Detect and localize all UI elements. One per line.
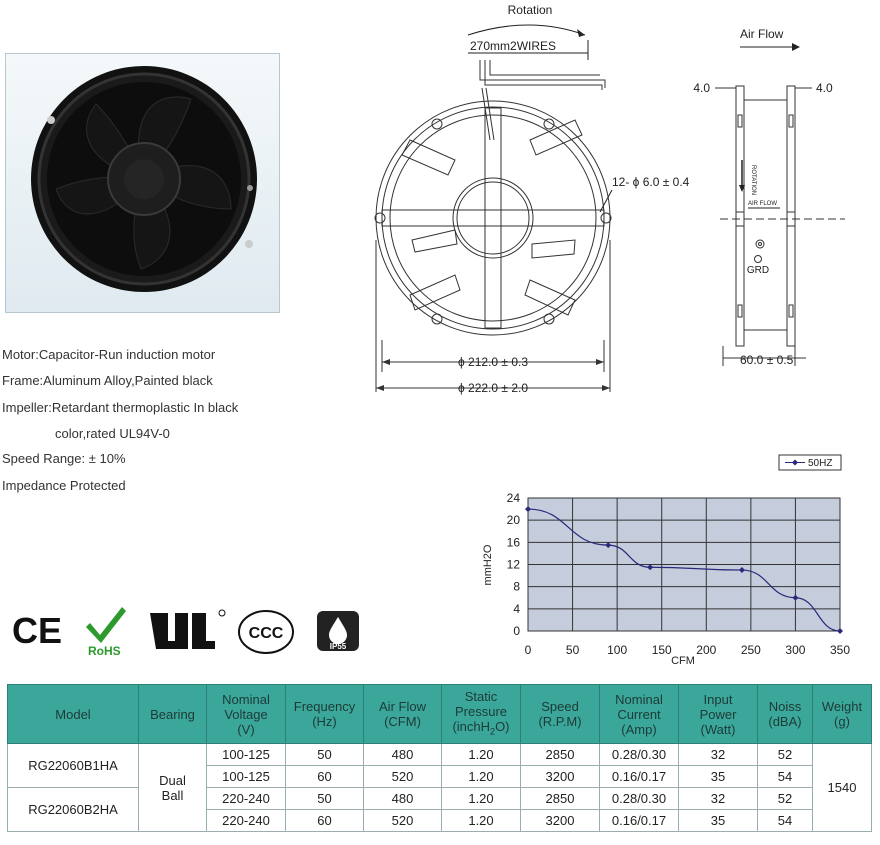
airflow-label: Air Flow [740,27,784,41]
power-cell: 32 [679,788,758,810]
spec-impeller: Impeller:Retardant thermoplastic In black [2,400,239,415]
svg-text:CCC: CCC [248,625,284,642]
current-cell: 0.28/0.30 [600,744,679,766]
frequency-cell: 50 [286,744,364,766]
svg-text:RoHS: RoHS [88,644,121,658]
header-noise: Noiss (dBA) [758,685,813,744]
airflow-cell: 480 [364,744,442,766]
y-tick-label: 12 [506,557,520,572]
y-tick-label: 16 [506,535,520,550]
weight-cell: 1540 [813,744,872,832]
side-airflow-text: AIR FLOW [748,201,778,207]
grd-label: GRD [746,265,770,276]
wires-label: 270mm2WIRES [470,39,557,53]
fan-product-photo [5,53,280,313]
voltage-cell: 100-125 [207,744,286,766]
noise-cell: 54 [758,810,813,832]
speed-cell: 3200 [521,766,600,788]
diameter-212-label: ϕ 212.0 ± 0.3 [457,355,529,369]
side-right-dim: 4.0 [816,81,833,95]
header-model: Model [8,685,139,744]
performance-chart-svg [480,450,860,680]
power-cell: 35 [679,766,758,788]
legend-label: 50HZ [808,458,833,469]
side-left-dim: 4.0 [693,81,710,95]
frequency-cell: 60 [286,810,364,832]
x-tick-label: 100 [607,643,628,657]
frequency-cell: 60 [286,766,364,788]
ccc-logo [239,611,293,653]
spec-frame: Frame:Aluminum Alloy,Painted black [2,373,213,388]
ul-logo [150,610,225,649]
spec-impedance: Impedance Protected [2,478,126,493]
x-axis-label: CFM [671,655,695,667]
spec-speed-range: Speed Range: ± 10% [2,451,126,466]
x-tick-label: 150 [651,643,672,657]
depth-dim-label: 60.0 ± 0.5 [740,353,794,367]
x-tick-label: 50 [565,643,580,657]
side-rotation-text: ROTATION [750,165,756,196]
fan-photo-image [6,54,279,312]
spec-motor: Motor:Capacitor-Run induction motor [2,347,216,362]
diameter-222-label: ϕ 222.0 ± 2.0 [457,381,529,395]
performance-chart [480,450,860,685]
power-cell: 32 [679,744,758,766]
pressure-cell: 1.20 [442,744,521,766]
header-voltage: Nominal Voltage (V) [207,685,286,744]
header-speed: Speed (R.P.M) [521,685,600,744]
rotation-label: Rotation [507,3,553,17]
airflow-cell: 520 [364,810,442,832]
y-tick-label: 8 [513,579,520,594]
specification-table [7,684,872,832]
header-static-pressure: Static Pressure (inchH$_2$O) [442,685,521,744]
table-header-row [8,685,872,744]
header-bearing: Bearing [139,685,207,744]
voltage-cell: 220-240 [207,788,286,810]
noise-cell: 54 [758,766,813,788]
pressure-cell: 1.20 [442,810,521,832]
airflow-cell: 480 [364,788,442,810]
svg-text:IP55: IP55 [329,642,347,651]
header-frequency: Frequency (Hz) [286,685,364,744]
x-tick-label: 200 [696,643,717,657]
current-cell: 0.28/0.30 [600,788,679,810]
header-weight: Weight (g) [813,685,872,744]
table-row [8,744,872,766]
ce-logo: CE [12,610,63,651]
header-airflow: Air Flow (CFM) [364,685,442,744]
y-axis-label: mmH2O [482,544,494,586]
table-row [8,788,872,810]
frequency-cell: 50 [286,788,364,810]
spec-impeller-cont: color,rated UL94V-0 [55,426,170,441]
ip55-logo [317,611,359,651]
pressure-cell: 1.20 [442,766,521,788]
y-axis-ticks [507,491,521,638]
x-tick-label: 250 [740,643,761,657]
y-tick-label: 24 [506,491,520,505]
speed-cell: 3200 [521,810,600,832]
airflow-cell: 520 [364,766,442,788]
noise-cell: 52 [758,788,813,810]
speed-cell: 2850 [521,744,600,766]
y-tick-label: 20 [506,513,520,528]
header-power: Input Power (Watt) [679,685,758,744]
speed-cell: 2850 [521,788,600,810]
model-cell: RG22060B1HA [8,744,139,788]
current-cell: 0.16/0.17 [600,810,679,832]
rohs-logo [86,607,126,658]
model-cell: RG22060B2HA [8,788,139,832]
power-cell: 35 [679,810,758,832]
x-tick-label: 300 [785,643,806,657]
fan-dimension-drawing [360,0,880,405]
y-tick-label: 0 [513,624,520,638]
x-tick-label: 350 [829,643,851,657]
noise-cell: 52 [758,744,813,766]
voltage-cell: 100-125 [207,766,286,788]
certification-logos [10,605,370,660]
x-tick-label: 0 [524,643,532,657]
voltage-cell: 220-240 [207,810,286,832]
y-tick-label: 4 [513,601,520,616]
header-current: Nominal Current (Amp) [600,685,679,744]
current-cell: 0.16/0.17 [600,766,679,788]
hole-spec-label: 12- ϕ 6.0 ± 0.4 [612,175,690,189]
chart-legend [779,455,841,470]
pressure-cell: 1.20 [442,788,521,810]
bearing-cell: Dual Ball [139,744,207,832]
